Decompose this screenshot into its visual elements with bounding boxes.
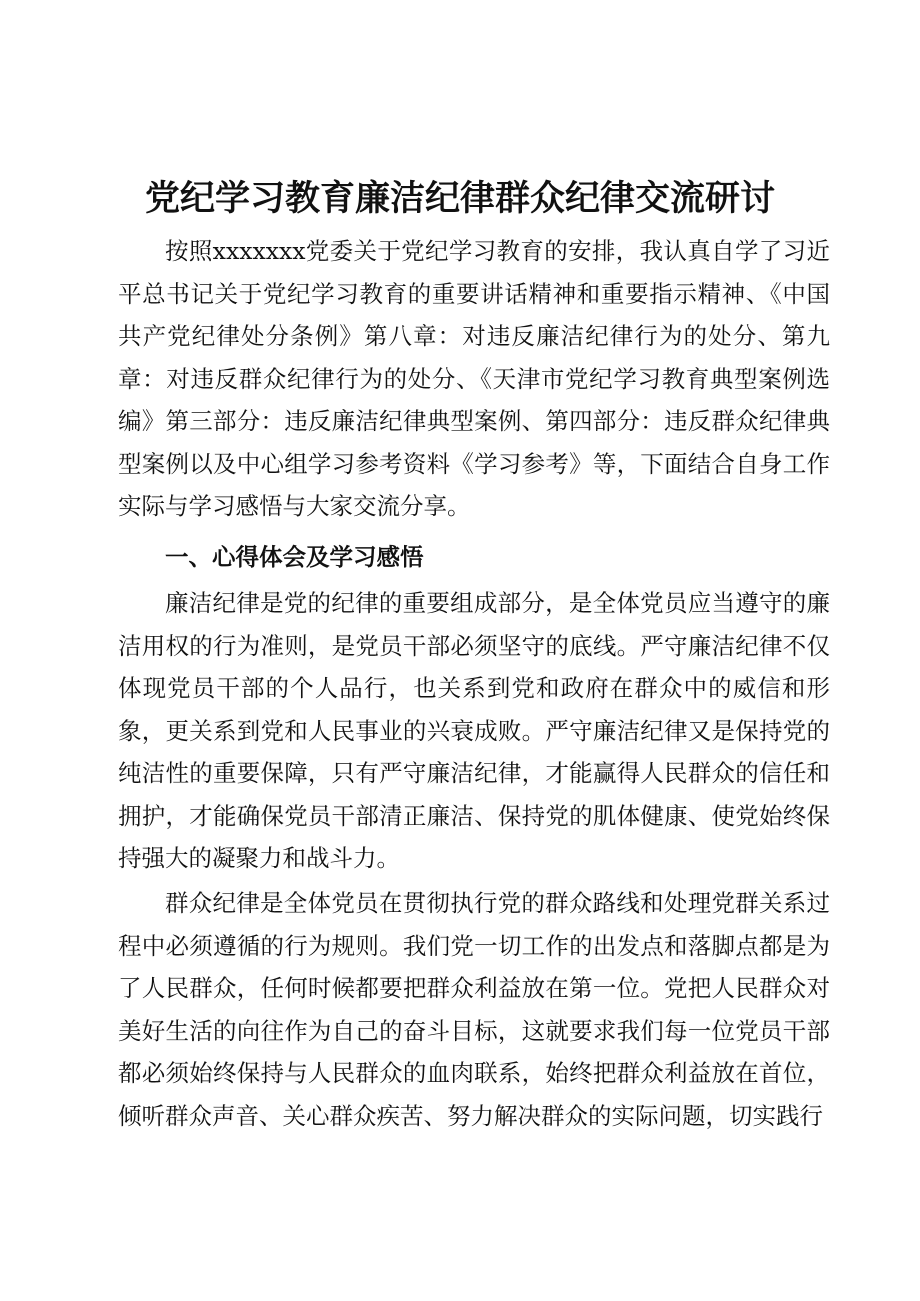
section-heading-insights: 一、心得体会及学习感悟 [165, 543, 424, 571]
mass-discipline-paragraph: 群众纪律是全体党员在贯彻执行党的群众路线和处理党群关系过程中必须遵循的行为规则。我们党一切工作的出发点和落脚点都是为了人民群众，任何时候都要把群众利益放在第一位。党把人民群众对美好生活的向往作为自己的奋斗目标，这就要求我们每一位党员干部都必须始终保持与人民群众的血肉联系，始终把群众利益放在首位，倾听群众声音、关心群众疾苦、努力解决群众的实际问题，切实践行 [118, 889, 830, 1130]
document-title: 党纪学习教育廉洁纪律群众纪律交流研讨 [144, 179, 775, 219]
intro-paragraph: 按照xxxxxxx党委关于党纪学习教育的安排，我认真自学了习近平总书记关于党纪学习教育的重要讲话精神和重要指示精神、《中国共产党纪律处分条例》第八章：对违反廉洁纪律行为的处分、第九章：对违反群众纪律行为的处分、《天津市党纪学习教育典型案例选编》第三部分：违反廉洁纪律典型案例、第四部分：违反群众纪律典型案例以及中心组学习参考资料《学习参考》等，下面结合自身工作实际与学习感悟与大家交流分享。 [118, 237, 830, 520]
integrity-discipline-paragraph: 廉洁纪律是党的纪律的重要组成部分，是全体党员应当遵守的廉洁用权的行为准则，是党员干部必须坚守的底线。严守廉洁纪律不仅体现党员干部的个人品行，也关系到党和政府在群众中的威信和形象，更关系到党和人民事业的兴衰成败。严守廉洁纪律又是保持党的纯洁性的重要保障，只有严守廉洁纪律，才能赢得人民群众的信任和拥护，才能确保党员干部清正廉洁、保持党的肌体健康、使党始终保持强大的凝聚力和战斗力。 [118, 589, 830, 872]
